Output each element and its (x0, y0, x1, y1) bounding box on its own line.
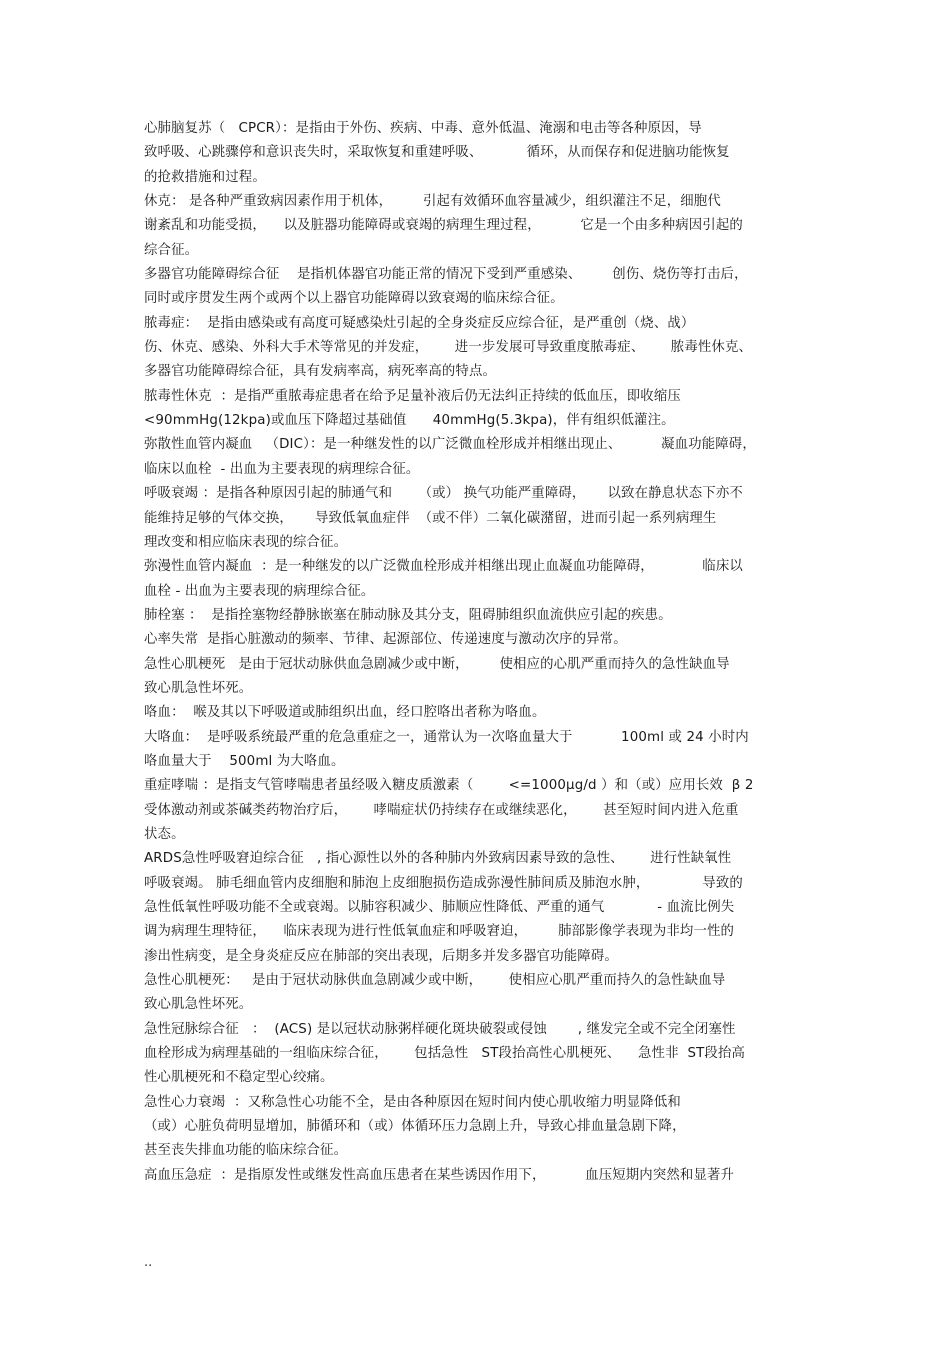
text-line: 状态。 (144, 826, 185, 842)
text-line: 脓毒性休克 ：是指严重脓毒症患者在给予足量补液后仍无法纠正持续的低血压，即收缩压 (144, 388, 681, 404)
document-body (144, 117, 814, 1188)
text-line: 致心肌急性坏死。 (144, 997, 253, 1013)
text-line: 心率失常 是指心脏激动的频率、节律、起源部位、传递速度与激动次序的异常。 (144, 632, 627, 648)
text-line: 多器官功能障碍综合征，具有发病率高，病死率高的特点。 (144, 364, 497, 380)
text-line: 急性心肌梗死： 是由于冠状动脉供血急剧减少或中断， 使相应心肌严重而持久的急性缺血导 (144, 973, 726, 989)
text-line: 受体激动剂或茶碱类药物治疗后， 哮喘症状仍持续存在或继续恶化， 甚至短时间内进入危重 (144, 802, 739, 818)
text-line: 肺栓塞 ： 是指拴塞物经静脉嵌塞在肺动脉及其分支，阻碍肺组织血流供应引起的疾患。 (144, 607, 672, 623)
text-line: 急性心肌梗死 是由于冠状动脉供血急剧减少或中断， 使相应的心肌严重而持久的急性缺血导 (144, 656, 730, 672)
text-line: <90mmHg(12kpa)或血压下降超过基础值 40mmHg(5.3kpa)，伴有组织低灌注。 (144, 413, 675, 429)
text-line: 血栓 - 出血为主要表现的病理综合征。 (144, 583, 375, 599)
text-line: 能维持足够的气体交换， 导致低氧血症伴 （或不伴）二氧化碳潴留，进而引起一系列病理生 (144, 510, 717, 526)
text-line: 同时或序贯发生两个或两个以上器官功能障碍以致衰竭的临床综合征。 (144, 291, 564, 307)
text-line: 多器官功能障碍综合征 是指机体器官功能正常的情况下受到严重感染、 创伤、烧伤等打击后， (144, 267, 748, 283)
text-line: ARDS急性呼吸窘迫综合征 , 指心源性以外的各种肺内外致病因素导致的急性、 进行性缺氧性 (144, 851, 732, 867)
text-line: 咯血： 喉及其以下呼吸道或肺组织出血，经口腔咯出者称为咯血。 (144, 705, 546, 721)
text-line: 弥漫性血管内凝血 ：是一种继发的以广泛微血栓形成并相继出现止血凝血功能障碍， 临床以 (144, 559, 743, 575)
page-footer-mark: .. (144, 1255, 153, 1270)
text-line: 急性心力衰竭 ：又称急性心功能不全，是由各种原因在短时间内使心肌收缩力明显降低和 (144, 1094, 681, 1110)
text-line: 脓毒症： 是指由感染或有高度可疑感染灶引起的全身炎症反应综合征，是严重创（烧、战） (144, 315, 695, 331)
text-line: 急性低氧性呼吸功能不全或衰竭。以肺容积减少、肺顺应性降低、严重的通气 - 血流比例失 (144, 900, 735, 915)
text-line: 致呼吸、心跳骤停和意识丧失时，采取恢复和重建呼吸、 循环，从而保存和促进脑功能恢复 (144, 145, 730, 161)
text-line: 甚至丧失排血功能的临床综合征。 (144, 1143, 348, 1159)
text-line: 调为病理生理特征， 临床表现为进行性低氧血症和呼吸窘迫， 肺部影像学表现为非均一性的 (144, 924, 735, 940)
text-line: 心肺脑复苏（ CPCR）：是指由于外伤、疾病、中毒、意外低温、淹溺和电击等各种原因，导 (144, 121, 702, 136)
text-line: 高血压急症 ：是指原发性或继发性高血压患者在某些诱因作用下， 血压短期内突然和显著升 (144, 1167, 735, 1183)
text-line: 致心肌急性坏死。 (144, 680, 253, 696)
text-line: 临床以血栓 - 出血为主要表现的病理综合征。 (144, 461, 420, 477)
text-line: 的抢救措施和过程。 (144, 169, 266, 185)
text-line: （或）心脏负荷明显增加，肺循环和（或）体循环压力急剧上升，导致心排血量急剧下降， (144, 1119, 686, 1135)
text-line: 综合征。 (144, 242, 199, 258)
text-line: 渗出性病变，是全身炎症反应在肺部的突出表现，后期多并发多器官功能障碍。 (144, 948, 618, 964)
text-line: 弥散性血管内凝血 （DIC）：是一种继发性的以广泛微血栓形成并相继出现止、 凝血功能障碍， (144, 437, 756, 453)
text-line: 伤、休克、感染、外科大手术等常见的并发症， 进一步发展可导致重度脓毒症、 脓毒性休克、 (144, 340, 753, 356)
text-line: 急性冠脉综合征 ： (ACS) 是以冠状动脉粥样硬化斑块破裂或侵蚀 , 继发完全或不完全闭塞性 (144, 1021, 736, 1037)
text-line: 大咯血： 是呼吸系统最严重的危急重症之一，通常认为一次咯血量大于 100ml 或 24 小时内 (144, 729, 749, 745)
text-line: 呼吸衰竭 ：是指各种原因引起的肺通气和 （或） 换气功能严重障碍， 以致在静息状态下亦不 (144, 486, 743, 502)
text-line: 咯血量大于 500ml 为大咯血。 (144, 753, 345, 769)
text-line: 性心肌梗死和不稳定型心绞痛。 (144, 1070, 334, 1086)
text-line: 血栓形成为病理基础的一组临床综合征， 包括急性 ST段抬高性心肌梗死、 急性非 ST段抬高 (144, 1046, 746, 1062)
text-line: 休克： 是各种严重致病因素作用于机体， 引起有效循环血容量减少，组织灌注不足，细胞代 (144, 194, 721, 210)
text-line: 重症哮喘 ：是指支气管哮喘患者虽经吸入糖皮质激素（ <=1000μg/d ）和（或）应用长效 β 2 (144, 778, 754, 794)
text-line: 谢紊乱和功能受损， 以及脏器功能障碍或衰竭的病理生理过程， 它是一个由多种病因引起的 (144, 218, 743, 234)
text-line: 理改变和相应临床表现的综合征。 (144, 534, 348, 550)
text-line: 呼吸衰竭。 肺毛细血管内皮细胞和肺泡上皮细胞损伤造成弥漫性肺间质及肺泡水肿， 导致的 (144, 875, 743, 891)
